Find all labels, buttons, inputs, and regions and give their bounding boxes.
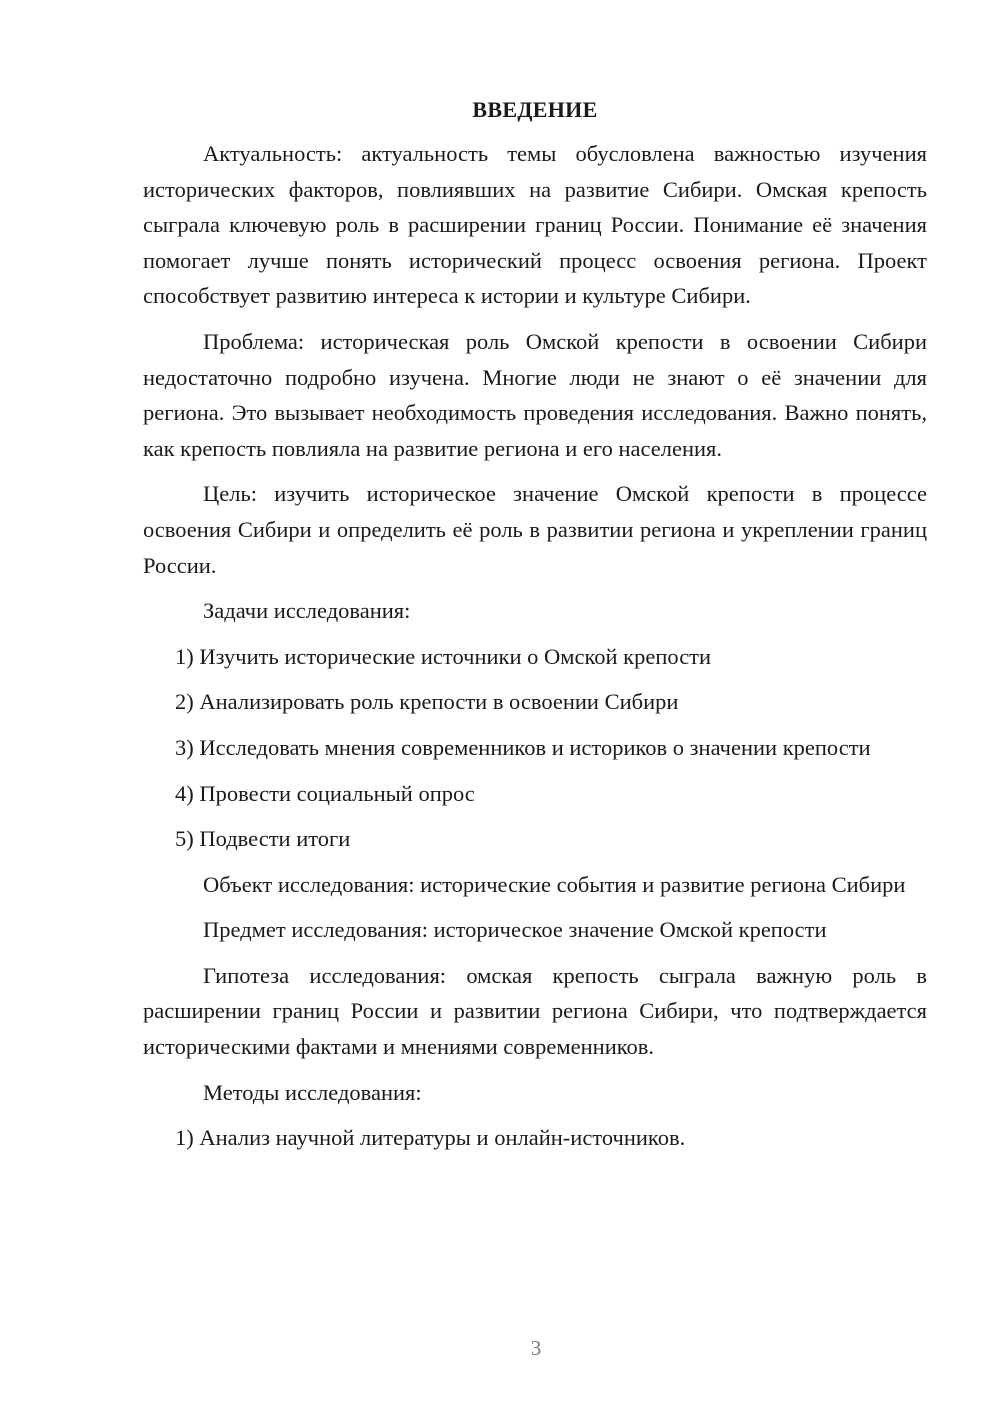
spacer — [143, 583, 927, 593]
task-item-2: 2) Анализировать роль крепости в освоении Сибири — [175, 689, 679, 715]
spacer — [143, 1065, 927, 1075]
paragraph-object: Объект исследования: исторические события и развитие региона Сибири — [203, 871, 906, 897]
paragraph-hypothesis: Гипотеза исследования: омская крепость сыграла важную роль в расширении границ России и развитии региона Сибири, что подтверждается историческими фактами и мнениями современников. — [143, 962, 927, 1060]
spacer — [143, 674, 927, 684]
task-item-3: 3) Исследовать мнения современников и историков о значении крепости — [175, 734, 871, 760]
task-item-5: 5) Подвести итоги — [175, 826, 351, 852]
spacer — [143, 314, 927, 324]
method-item-1: 1) Анализ научной литературы и онлайн-источников. — [175, 1125, 686, 1151]
spacer — [143, 466, 927, 476]
spacer — [143, 720, 927, 730]
spacer — [143, 857, 927, 867]
section-title: ВВЕДЕНИЕ — [472, 97, 598, 122]
page-number: 3 — [530, 1336, 542, 1360]
tasks-heading: Задачи исследования: — [203, 598, 411, 624]
page-body — [143, 93, 927, 1156]
spacer — [143, 1110, 927, 1120]
spacer — [143, 629, 927, 639]
paragraph-goal: Цель: изучить историческое значение Омской крепости в процессе освоения Сибири и определить её роль в развитии региона и укреплении границ России. — [143, 481, 927, 578]
paragraph-subject: Предмет исследования: историческое значение Омской крепости — [203, 917, 827, 943]
spacer — [143, 902, 927, 912]
spacer — [143, 766, 927, 776]
paragraph-problem: Проблема: историческая роль Омской крепости в освоении Сибири недостаточно подробно изучена. Многие люди не знают о её значении для региона. Это вызывает необходимость проведения исследования. Важно понять, как крепость повлияла на развитие региона и его населения. — [143, 328, 927, 461]
task-item-1: 1) Изучить исторические источники о Омской крепости — [175, 643, 712, 669]
methods-heading: Методы исследования: — [203, 1079, 422, 1105]
spacer — [143, 811, 927, 821]
spacer — [143, 127, 927, 136]
paragraph-relevance: Актуальность: актуальность темы обусловлена важностью изучения исторических факторов, повлиявших на развитие Сибири. Омская крепость сыграла ключевую роль в расширении границ России. Понимание её значения помогает лучше понять исторический процесс освоения региона. Проект способствует развитию интереса к истории и культуре Сибири. — [143, 141, 927, 309]
spacer — [143, 948, 927, 958]
task-item-4: 4) Провести социальный опрос — [175, 780, 475, 806]
